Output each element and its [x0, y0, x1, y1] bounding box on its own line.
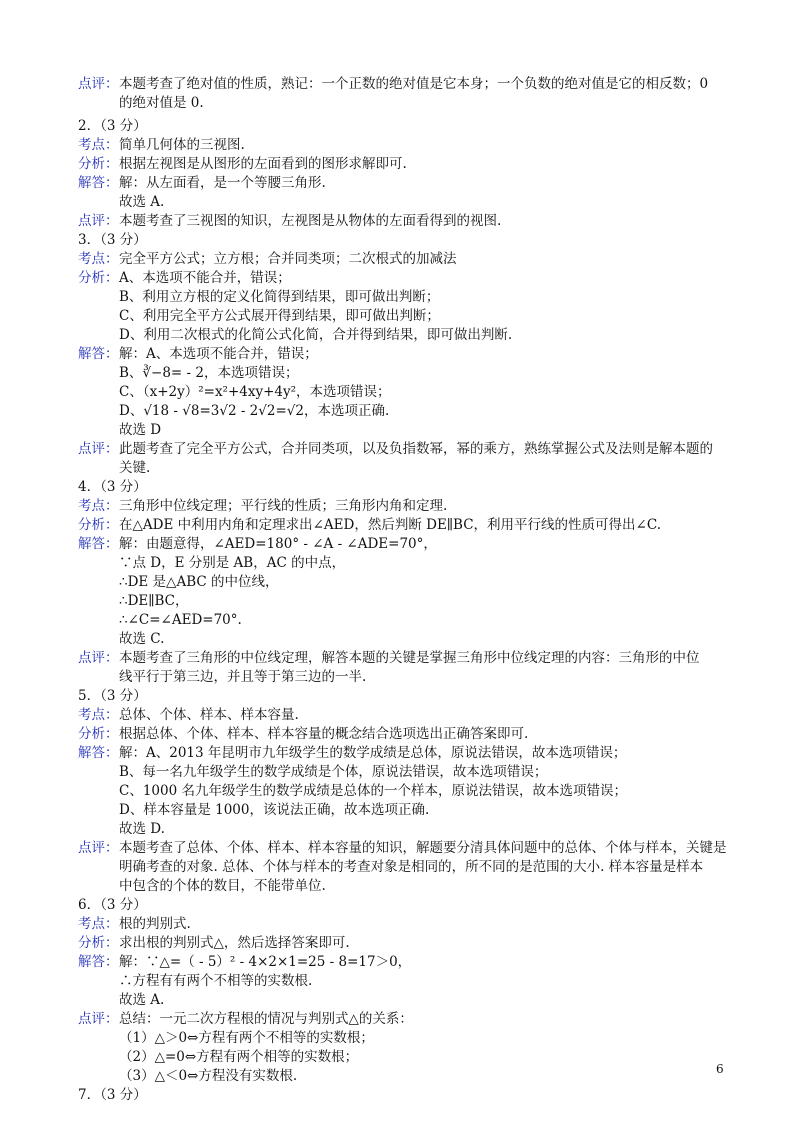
q3-fenxi — [78, 269, 730, 345]
q6-kaodian — [78, 915, 730, 934]
fenxi-line: A、本选项不能合并，错误； — [119, 270, 291, 286]
jieda-line: C、1000 名九年级学生的数学成绩是总体的一个样本，原说法错误，故本选项错误； — [119, 783, 627, 799]
kaodian-label: 考点： — [78, 498, 119, 514]
q3-dianping — [78, 440, 730, 478]
fenxi-line: 求出根的判别式△，然后选择答案即可. — [119, 935, 350, 951]
fenxi-label: 分析： — [78, 156, 119, 172]
jieda-line: 解：A、本选项不能合并，错误； — [119, 346, 318, 362]
jieda-line: B、每一名九年级学生的数学成绩是个体，原说法错误，故本选项错误； — [119, 764, 548, 780]
kaodian-text: 总体、个体、样本、样本容量. — [119, 707, 299, 723]
jieda-line: 故选 C. — [119, 631, 165, 647]
jieda-line: 故选 D — [119, 422, 162, 438]
q3-jieda — [78, 345, 730, 440]
kaodian-label: 考点： — [78, 707, 119, 723]
q4-fenxi — [78, 516, 730, 535]
jieda-line: ∴DE∥BC， — [119, 593, 189, 609]
question-header: 2．（3 分） — [78, 118, 147, 134]
jieda-line: ∴∠C=∠AED=70°. — [119, 612, 242, 628]
q6-jieda — [78, 953, 730, 1010]
solution-page — [78, 75, 730, 1105]
q5-fenxi — [78, 725, 730, 744]
jieda-label: 解答： — [78, 346, 119, 362]
jieda-label: 解答： — [78, 175, 119, 191]
question-header: 4．（3 分） — [78, 479, 147, 495]
fenxi-line: 根据总体、个体、样本、样本容量的概念结合选项选出正确答案即可. — [119, 726, 529, 742]
jieda-label: 解答： — [78, 745, 119, 761]
dianping-line: 本题考查了三角形的中位线定理，解答本题的关键是掌握三角形中位线定理的内容：三角形的中位 — [119, 650, 700, 666]
jieda-line: D、样本容量是 1000，该说法正确，故本选项正确. — [119, 802, 430, 818]
fenxi-label: 分析： — [78, 517, 119, 533]
kaodian-label: 考点： — [78, 916, 119, 932]
fenxi-line: 在△ADE 中利用内角和定理求出∠AED，然后判断 DE∥BC，利用平行线的性质可得出∠C. — [119, 517, 661, 533]
dianping-line: 明确考查的对象. 总体、个体与样本的考查对象是相同的，所不同的是范围的大小. 样本容量是样本 — [119, 859, 704, 875]
dianping-label: 点评： — [78, 1011, 119, 1027]
dianping-line: 本题考查了三视图的知识，左视图是从物体的左面看得到的视图. — [119, 213, 502, 229]
dianping-line: 本题考查了总体、个体、样本、样本容量的知识，解题要分清具体问题中的总体、个体与样本，关键是 — [119, 840, 727, 856]
dianping-label: 点评： — [78, 213, 119, 229]
jieda-line: 解：A、2013 年昆明市九年级学生的数学成绩是总体，原说法错误，故本选项错误； — [119, 745, 627, 761]
q4-dianping — [78, 649, 730, 687]
question-header: 7．（3 分） — [78, 1087, 147, 1103]
kaodian-label: 考点： — [78, 137, 119, 153]
jieda-line: ∴DE 是△ABC 的中位线， — [119, 574, 279, 590]
jieda-label: 解答： — [78, 954, 119, 970]
comment-line: 本题考查了绝对值的性质，熟记：一个正数的绝对值是它本身；一个负数的绝对值是它的相反数；0 — [119, 76, 709, 92]
kaodian-text: 完全平方公式；立方根；合并同类项；二次根式的加减法 — [119, 251, 457, 267]
comment-line: 的绝对值是 0. — [119, 95, 204, 111]
q6-dianping — [78, 1010, 730, 1086]
jieda-line: 解：由题意得，∠AED=180° - ∠A - ∠ADE=70°， — [119, 536, 437, 552]
jieda-line: 故选 A. — [119, 194, 165, 210]
dianping-line: （3）△＜0⇔方程没有实数根. — [119, 1068, 298, 1084]
fenxi-line: D、利用二次根式的化简公式化简，合并得到结果，即可做出判断. — [119, 327, 513, 343]
jieda-line: B、∛−8= - 2，本选项错误； — [119, 365, 299, 381]
q4-jieda — [78, 535, 730, 649]
dianping-line: （2）△=0⇔方程有两个相等的实数根； — [119, 1049, 359, 1065]
dianping-line: 中包含的个体的数目，不能带单位. — [119, 878, 326, 894]
q2-jieda — [78, 174, 730, 212]
dianping-line: 线平行于第三边，并且等于第三边的一半. — [119, 669, 367, 685]
kaodian-text: 根的判别式. — [119, 916, 191, 932]
q5-jieda — [78, 744, 730, 839]
q3-kaodian — [78, 250, 730, 269]
jieda-line: ∵点 D，E 分别是 AB，AC 的中点， — [119, 555, 346, 571]
fenxi-line: 根据左视图是从图形的左面看到的图形求解即可. — [119, 156, 407, 172]
question-header: 3．（3 分） — [78, 232, 147, 248]
kaodian-label: 考点： — [78, 251, 119, 267]
jieda-line: 解：从左面看，是一个等腰三角形. — [119, 175, 326, 191]
dianping-line: 总结：一元二次方程根的情况与判别式△的关系： — [119, 1011, 413, 1027]
question-header: 6．（3 分） — [78, 897, 147, 913]
q6-fenxi — [78, 934, 730, 953]
fenxi-label: 分析： — [78, 726, 119, 742]
jieda-line: C、（x+2y）²=x²+4xy+4y²，本选项错误； — [119, 384, 391, 400]
kaodian-text: 三角形中位线定理；平行线的性质；三角形内角和定理. — [119, 498, 448, 514]
q5-kaodian — [78, 706, 730, 725]
jieda-line: 解：∵△=（ - 5）² - 4×2×1=25 - 8=17＞0， — [119, 954, 412, 970]
q4-kaodian — [78, 497, 730, 516]
jieda-label: 解答： — [78, 536, 119, 552]
dianping-line: （1）△＞0⇔方程有两个不相等的实数根； — [119, 1030, 374, 1046]
fenxi-label: 分析： — [78, 270, 119, 286]
comment-label: 点评： — [78, 76, 119, 92]
q1-comment — [78, 75, 730, 113]
jieda-line: 故选 A. — [119, 992, 165, 1008]
dianping-line: 此题考查了完全平方公式，合并同类项，以及负指数幂，幂的乘方，熟练掌握公式及法则是解本题的 — [119, 441, 713, 457]
kaodian-text: 简单几何体的三视图. — [119, 137, 245, 153]
fenxi-line: C、利用完全平方公式展开得到结果，即可做出判断； — [119, 308, 440, 324]
question-header: 5．（3 分） — [78, 688, 147, 704]
q2-fenxi — [78, 155, 730, 174]
fenxi-line: B、利用立方根的定义化简得到结果，即可做出判断； — [119, 289, 440, 305]
page-number: 6 — [716, 1062, 724, 1076]
jieda-line: ∴方程有有两个不相等的实数根. — [119, 973, 313, 989]
dianping-label: 点评： — [78, 840, 119, 856]
jieda-line: D、√18 - √8=3√2 - 2√2=√2，本选项正确. — [119, 403, 390, 419]
dianping-label: 点评： — [78, 650, 119, 666]
jieda-line: 故选 D. — [119, 821, 165, 837]
q2-dianping — [78, 212, 730, 231]
dianping-line: 关键. — [119, 460, 151, 476]
q2-kaodian — [78, 136, 730, 155]
q5-dianping — [78, 839, 730, 896]
fenxi-label: 分析： — [78, 935, 119, 951]
dianping-label: 点评： — [78, 441, 119, 457]
